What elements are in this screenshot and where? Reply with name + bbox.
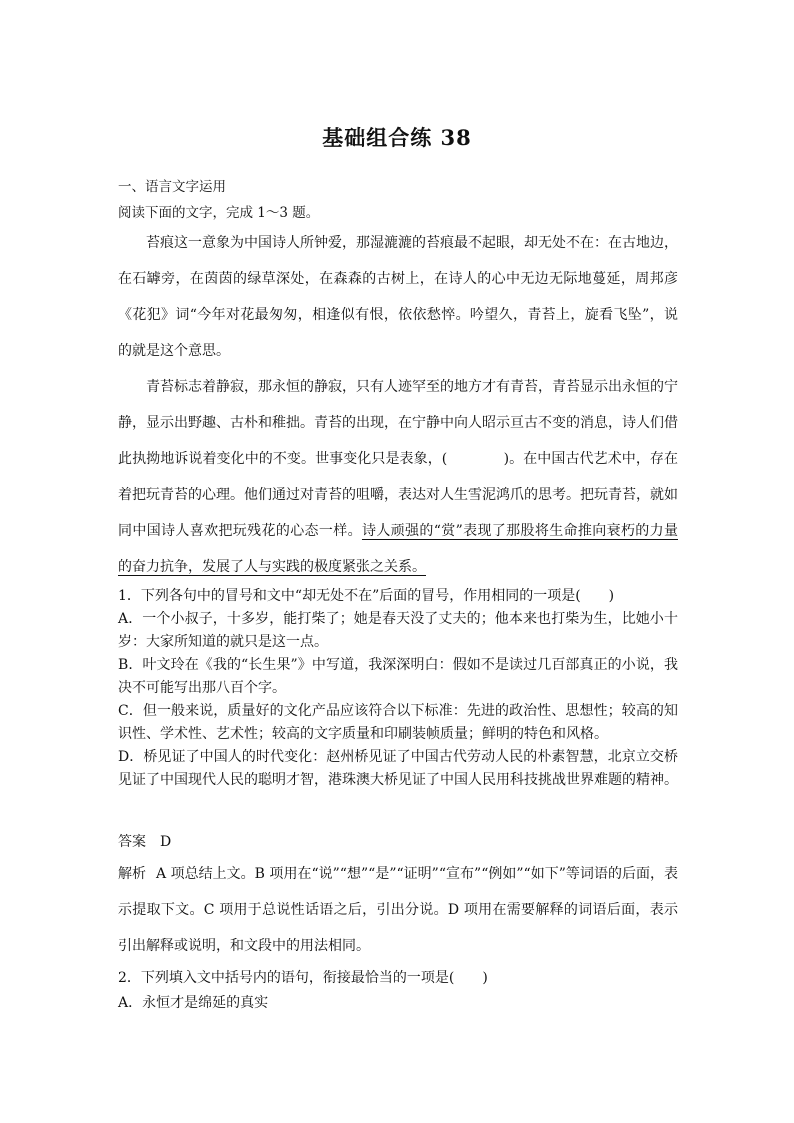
passage-paragraph-2-text: 青苔标志着静寂，那永恒的静寂，只有人迹罕至的地方才有青苔，青苔显示出永恒的宁静，显示出野趣、古朴和稚拙。青苔的出现，在宁静中向人昭示亘古不变的消息，诗人们借此执拗地诉说着变化中的不变。世事变化只是表象，( )。在中国古代艺术中，存在着把玩青苔的心理。他们通过对青苔的咀嚼，表达对人生雪泥鸿爪的思考。把玩青苔，就如同中国诗人喜欢把玩残花的心态一样。 [118,379,678,539]
question-1 [118,585,678,792]
passage-paragraph-2 [118,369,678,585]
passage-paragraph-1: 苔痕这一意象为中国诗人所钟爱，那湿漉漉的苔痕最不起眼，却无处不在：在古地边，在石罅旁，在茵茵的绿草深处，在森森的古树上，在诗人的心中无边无际地蔓延，周邦彦《花犯》词“今年对花最匆匆，相逢似有恨，依依愁悴。吟望久，青苔上，旋看飞坠”，说的就是这个意思。 [118,235,678,359]
question-1-option-c: C．但一般来说，质量好的文化产品应该符合以下标准：先进的政治性、思想性；较高的知识性、学术性、艺术性；较高的文字质量和印刷装帧质量；鲜明的特色和风格。 [118,703,678,742]
reading-instruction: 阅读下面的文字，完成 1～3 题。 [118,205,320,221]
answer-value: D [160,834,172,850]
underlined-sentence: 诗人顽强的“赏”表现了那股将生命推向衰朽的力量的奋力抗争，发展了人与实践的极度紧张之关系。 [118,523,678,575]
question-2-option-a: A．永恒才是绵延的真实 [118,995,269,1011]
question-2-stem: 2．下列填入文中括号内的语句，衔接最恰当的一项是( ) [118,970,488,986]
page-title: 基础组合练 38 [322,125,472,150]
answer-line [118,831,171,851]
question-1-option-a: A．一个小叔子，十多岁，能打柴了；她是春天没了丈夫的；他本来也打柴为生，比她小十岁：大家所知道的就只是这一点。 [118,611,678,650]
analysis-block [118,856,678,964]
analysis-label: 解析 [118,866,147,882]
section-heading: 一、语言文字运用 [118,179,226,195]
question-1-option-b: B．叶文玲在《我的“长生果”》中写道，我深深明白：假如不是读过几百部真正的小说，我决不可能写出那八百个字。 [118,657,678,696]
question-1-stem: 1．下列各句中的冒号和文中“却无处不在”后面的冒号，作用相同的一项是( ) [118,588,615,604]
question-1-option-d: D．桥见证了中国人的时代变化：赵州桥见证了中国古代劳动人民的朴素智慧，北京立交桥见证了中国现代人民的聪明才智，港珠澳大桥见证了中国人民用科技挑战世界难题的精神。 [118,749,678,788]
question-2 [118,966,678,1016]
analysis-text: A 项总结上文。B 项用在“说”“想”“是”“证明”“宣布”“例如”“如下”等词语的后面，表示提取下文。C 项用于总说性话语之后，引出分说。D 项用在需要解释的词语后面，表示引出解释或说明，和文段中的用法相同。 [118,866,679,954]
answer-label: 答案 [118,834,146,850]
